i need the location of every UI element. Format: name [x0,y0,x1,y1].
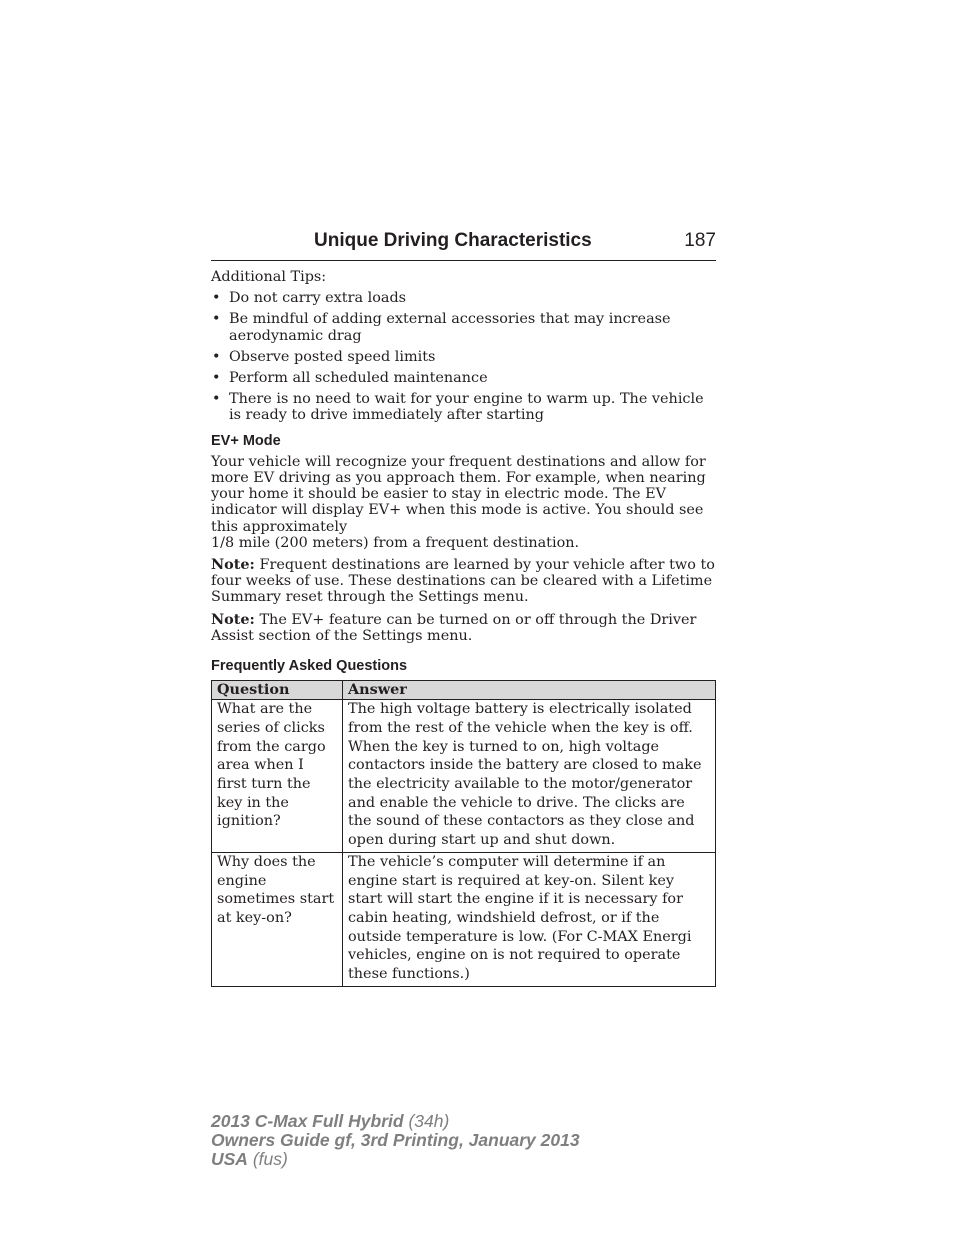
tip-text: Perform all scheduled maintenance [229,370,488,387]
note-text: Frequent destinations are learned by your vehicle after two to four weeks of use. These destinations can be cleared with a Lifetime Summary reset through the Settings menu. [211,557,715,606]
bullet-icon: • [212,311,221,328]
list-item [211,311,716,343]
note-label: Note: [211,610,255,628]
manual-page [211,228,716,987]
footer-line [211,1131,580,1150]
table-row [212,700,716,853]
question-cell: Why does the engine sometimes start at key-on? [212,852,343,986]
footer-model-code: (34h) [408,1111,450,1131]
note-text: The EV+ feature can be turned on or off through the Driver Assist section of the Settings menu. [211,611,697,644]
tip-text: Be mindful of adding external accessories that may increase aerodynamic drag [229,311,671,344]
answer-cell: The vehicle’s computer will determine if an engine start is required at key-on. Silent key start will start the engine if it is necessary for cabin heating, windshield defrost, or if the outside temperature is low. (For C-MAX Energi vehicles, engine on is not required to operate these functions.) [343,852,716,986]
tip-text: Do not carry extra loads [229,290,407,307]
table-header-row [212,681,716,700]
ev-mode-heading: EV+ Mode [211,432,281,449]
bullet-icon: • [212,370,221,387]
footer-model: 2013 C-Max Full Hybrid [211,1111,404,1131]
list-item [211,349,716,365]
note-paragraph [211,612,716,644]
section-title: Unique Driving Characteristics [314,230,592,251]
ev-mode-text: Your vehicle will recognize your frequent destinations and allow for more EV driving as you approach them. For example, when nearing your home it should be easier to stay in electric mode. The EV indicator will display EV+ when this mode is active. You should see this approximately [211,453,706,535]
note-paragraph [211,557,716,606]
tip-text: There is no need to wait for your engine to warm up. The vehicle is ready to drive immediately after starting [229,391,704,424]
tip-text: Observe posted speed limits [229,348,436,365]
table-row [212,852,716,986]
footer-printing: Owners Guide gf, 3rd Printing, January 2013 [211,1130,580,1150]
question-cell: What are the series of clicks from the cargo area when I first turn the key in the ignition? [212,700,343,853]
faq-table [211,680,716,987]
footer-region: USA [211,1149,248,1169]
page-footer [211,1112,580,1169]
bullet-icon: • [212,348,221,365]
list-item [211,391,716,423]
column-header-question: Question [212,681,343,700]
ev-mode-text-tail: 1/8 mile (200 meters) from a frequent destination. [211,534,580,551]
faq-heading: Frequently Asked Questions [211,658,408,675]
column-header-answer: Answer [343,681,716,700]
tips-list [211,290,716,423]
page-body [211,269,716,987]
footer-line [211,1150,580,1169]
footer-line [211,1112,580,1131]
answer-cell: The high voltage battery is electrically isolated from the rest of the vehicle when the key is off. When the key is turned to on, high voltage contactors inside the battery are closed to make the electricity available to the motor/generator and enable the vehicle to drive. The clicks are the sound of these contactors as they close and open during start up and shut down. [343,700,716,853]
list-item [211,290,716,306]
page-number: 187 [684,230,716,251]
bullet-icon: • [212,391,221,408]
footer-region-code: (fus) [252,1149,288,1169]
tips-intro: Additional Tips: [211,269,327,285]
ev-mode-paragraph [211,454,716,551]
page-header [211,228,716,261]
list-item [211,370,716,386]
bullet-icon: • [212,290,221,307]
note-label: Note: [211,556,255,574]
